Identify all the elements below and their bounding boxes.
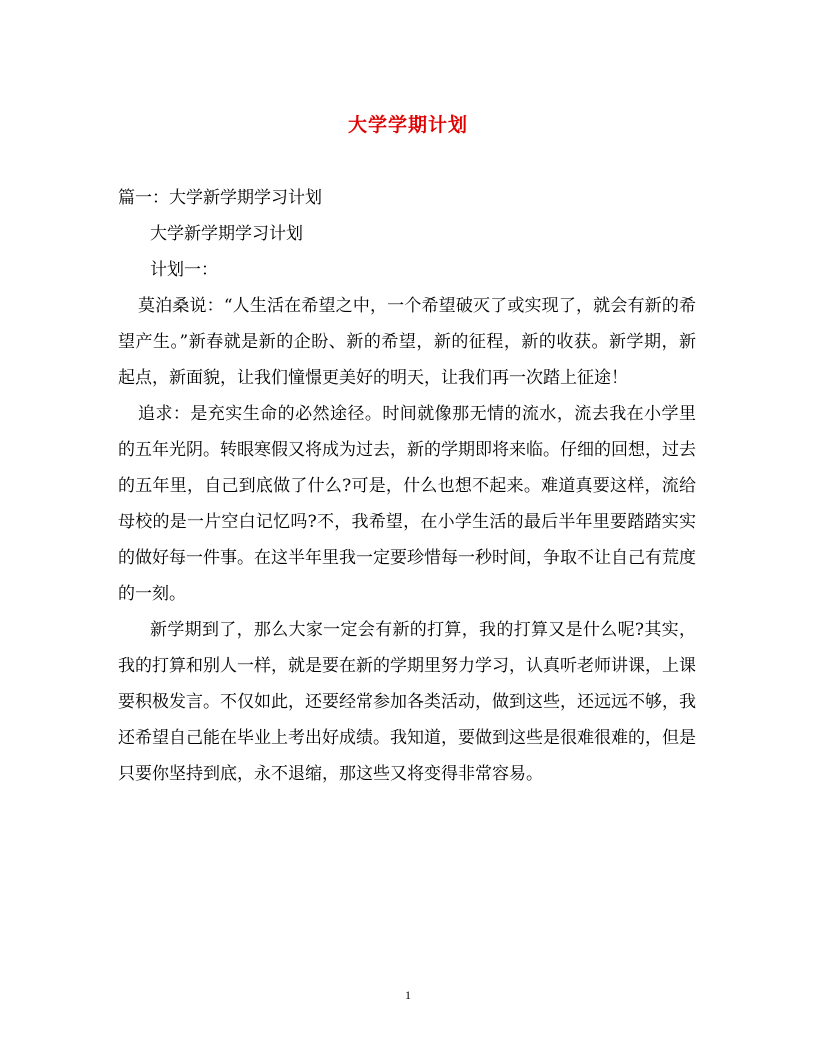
document-body (118, 180, 696, 792)
page-title: 大学学期计划 (347, 114, 468, 136)
page-number: 1 (405, 988, 411, 1002)
paragraph: 新学期到了，那么大家一定会有新的打算，我的打算又是什么呢?其实，我的打算和别人一样，就是要在新的学期里努力学习，认真听老师讲课，上课要积极发言。不仅如此，还要经常参加各类活动，做到这些，还远远不够，我还希望自己能在毕业上考出好成绩。我知道，要做到这些是很难很难的，但是只要你坚持到底，永不退缩，那这些又将变得非常容易。 (118, 620, 696, 784)
plan-label: 计划一： (150, 260, 218, 280)
subheading: 大学新学期学习计划 (150, 224, 303, 244)
paragraph: 追求：是充实生命的必然途径。时间就像那无情的流水，流去我在小学里的五年光阴。转眼寒假又将成为过去，新的学期即将来临。仔细的回想，过去的五年里，自己到底做了什么?可是，什么也想不起来。难道真要这样，流给母校的是一片空白记忆吗?不，我希望，在小学生活的最后半年里要踏踏实实的做好每一件事。在这半年里我一定要珍惜每一秒时间，争取不让自己有荒度的一刻。 (118, 404, 696, 604)
paragraph: 莫泊桑说：“人生活在希望之中，一个希望破灭了或实现了，就会有新的希望产生。”新春就是新的企盼、新的希望，新的征程，新的收获。新学期，新起点，新面貌，让我们憧憬更美好的明天，让我们再一次踏上征途！ (118, 296, 696, 388)
section-heading: 篇一：大学新学期学习计划 (118, 188, 322, 208)
